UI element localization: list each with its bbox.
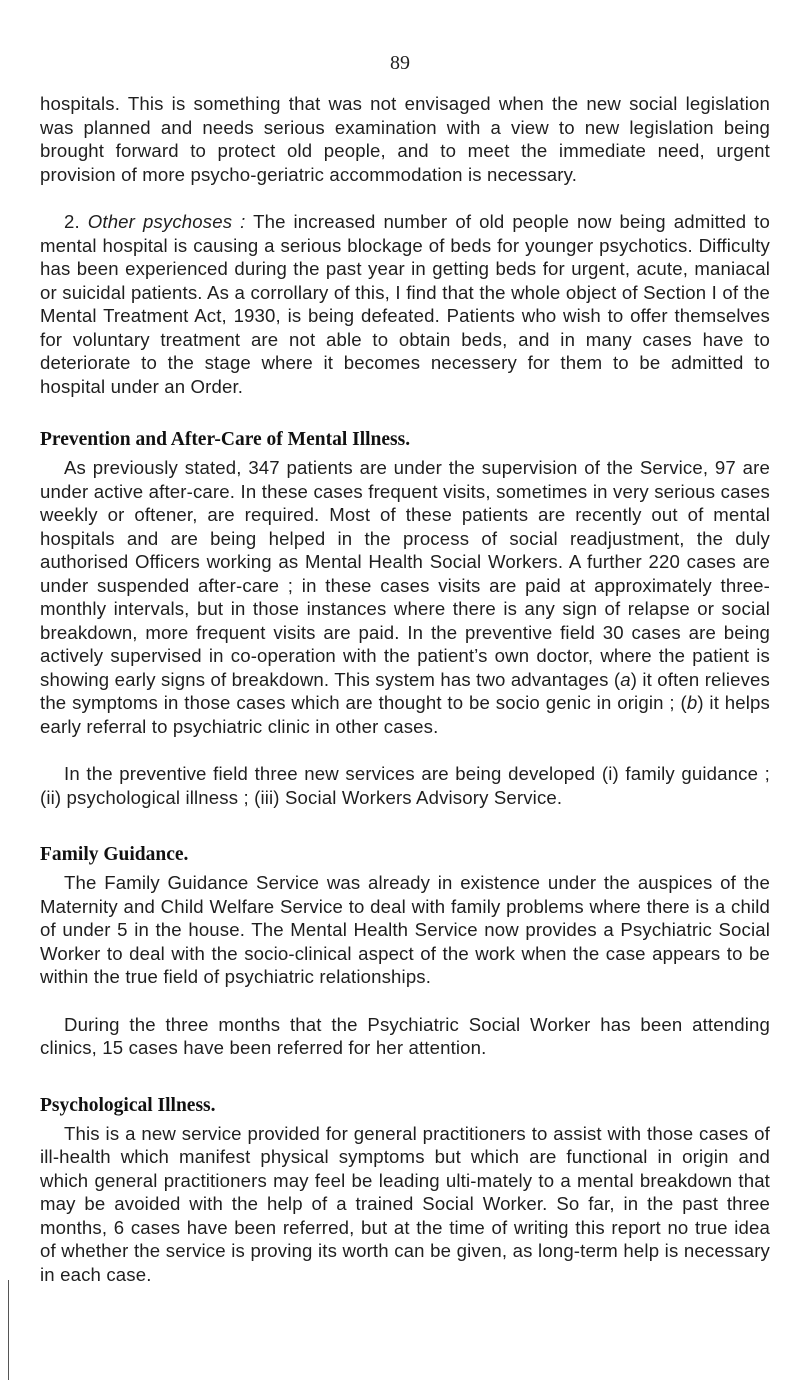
text-run: As previously stated, 347 patients are under the supervision of the Service, 97 are under active after-care. In these cases frequent visits, sometimes in very serious cases weekly or oftener, are required. Most of these patients are recently out of mental hospitals and are being helped in the process of social readjustment, the duly authorised Officers working as Mental Health Social Workers. A further 220 cases are under suspended after-care ; in these cases visits are paid at approximately three-monthly intervals, but in those instances where there is any sign of relapse or social breakdown, more frequent visits are paid. In the preventive field 30 cases are being actively supervised in co-operation with the patient’s own doctor, where the patient is showing early signs of breakdown. This system has two advantages (: [40, 457, 770, 690]
heading-family-guidance: Family Guidance.: [40, 844, 189, 865]
heading-psychological-illness: Psychological Illness.: [40, 1094, 216, 1116]
paragraph-intro: hospitals. This is something that was not envisaged when the new social legislation was planned and needs serious examination with a view to new legislation being brought forward to protect old people, and to meet the immediate need, urgent provision of more psycho-geriatric accommodation is necessary.: [40, 93, 770, 185]
text-run: ) it often relieves the symptoms in those cases which are thought to be socio genic in origin ; (: [40, 668, 770, 713]
text-run-italic: b: [686, 692, 698, 713]
margin-line: [8, 1280, 9, 1380]
item-label: Other psychoses :: [87, 211, 246, 232]
paragraph-family-2: During the three months that the Psychiatric Social Worker has been attending clinics, 15 cases have been referred for her attention.: [40, 1013, 770, 1058]
paragraph-psych-1: This is a new service provided for general practitioners to assist with those cases of ill-health which manifest physical symptoms but which are functional in origin and which general practitioners may feel be leading ulti-mately to a mental breakdown that may be avoided with the help of a trained Social Worker. So far, in the past three months, 6 cases have been referred, but at the time of writing this report no true idea of whether the service is proving its worth can be given, as long-term help is necessary in each case.: [40, 1122, 770, 1285]
item-text: The increased number of old people now being admitted to mental hospital is causing a serious blockage of beds for younger psychotics. Difficulty has been experienced during the past year in getting beds for urgent, acute, maniacal or suicidal patients. As a corrollary of this, I find that the whole object of Section I of the Mental Treatment Act, 1930, is being defeated. Patients who wish to offer themselves for voluntary treatment are not able to obtain beds, and in many cases have to deteriorate to the stage where it becomes necessery for them to be admitted to hospital under an Order.: [40, 211, 770, 397]
paragraph-other-psychoses: [40, 210, 770, 398]
page-number: 89: [390, 52, 410, 74]
document-body: [40, 54, 770, 1286]
heading-prevention: Prevention and After-Care of Mental Illness.: [40, 429, 411, 450]
paragraph-prevention-1: [40, 456, 770, 738]
text-run: ) it helps early referral to psychiatric clinic in other cases.: [40, 692, 770, 737]
text-run-italic: a: [620, 668, 631, 690]
paragraph-prevention-2: In the preventive field three new services are being developed (i) family guidance ; (ii) psychological illness ; (iii) Social Workers Advisory Service.: [40, 763, 770, 808]
paragraph-family-1: The Family Guidance Service was already in existence under the auspices of the Maternity and Child Welfare Service to deal with family problems where there is a child of under 5 in the house. The Mental Health Service now provides a Psychiatric Social Worker to deal with the socio-clinical aspect of the work when the case appears to be within the true field of psychiatric relationships.: [40, 872, 770, 987]
item-number: 2.: [64, 211, 80, 232]
